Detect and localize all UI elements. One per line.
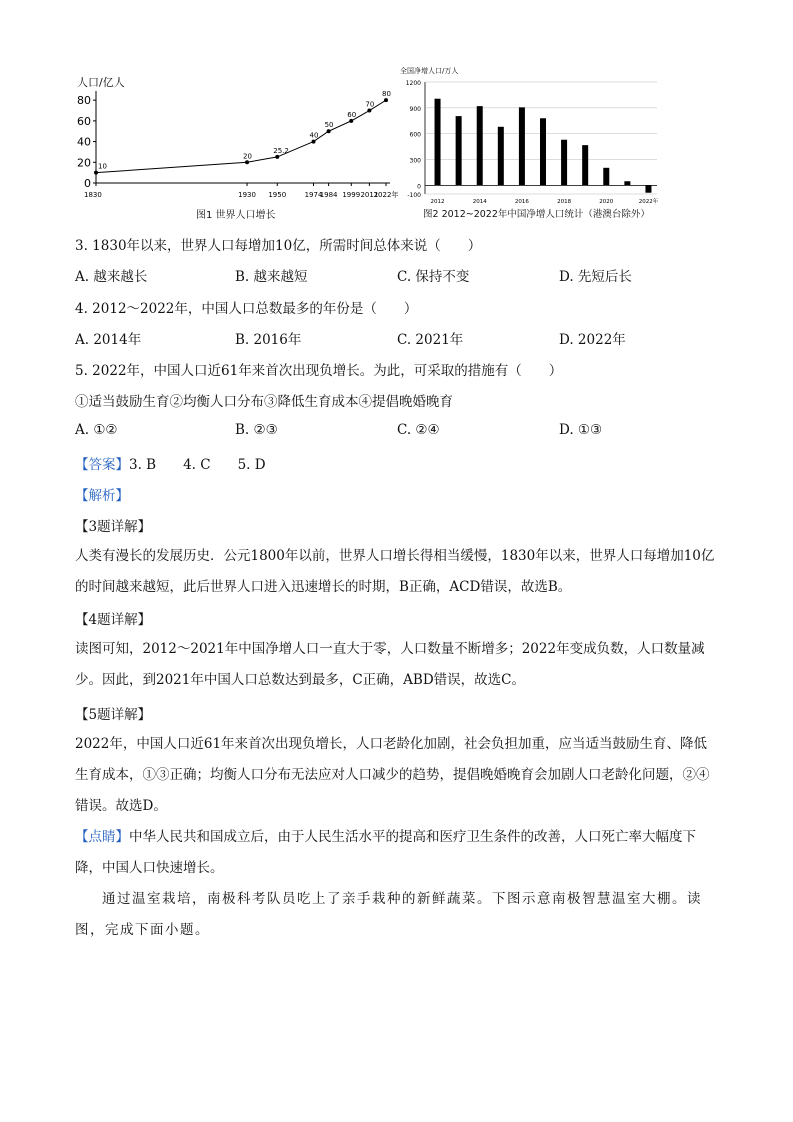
- chart1-x-tick-label: 1830: [84, 191, 102, 199]
- q4-option-c: C. 2021年: [397, 332, 464, 348]
- chart1-x-tick-label: 2022年: [373, 191, 399, 199]
- chart1-x-tick-label: 1999: [342, 191, 361, 199]
- q4-detail-heading: 【4题详解】: [75, 612, 152, 628]
- q3-option-c: C. 保持不变: [397, 269, 470, 285]
- chart2-y-tick-label: 300: [409, 157, 421, 165]
- q3-detail-body: 人类有漫长的发展历史．公元1800年以前，世界人口增长得相当缓慢，1830年以来，世界人口每增加10亿的时间越来越短，此后世界人口进入迅速增长的时期，B正确，ACD错误，故选B。: [75, 548, 715, 595]
- chart1-data-label: 70: [365, 100, 375, 109]
- chart1-x-tick-label: 1984: [319, 191, 338, 199]
- chart1-x-tick-label: 2011: [360, 191, 379, 199]
- q4-option-d: D. 2022年: [559, 332, 626, 348]
- chart2-y-tick-label: 600: [409, 131, 421, 139]
- chart2-bar: [645, 185, 651, 192]
- chart1-ylabel: 人口/亿人: [77, 76, 125, 89]
- next-group-intro: 通过温室栽培，南极科考队员吃上了亲手栽种的新鲜蔬菜。下图示意南极智慧温室大棚。读图，完成下面小题。: [75, 891, 702, 938]
- chart1-point: [245, 160, 249, 164]
- chart2-x-tick-label: 2018: [557, 199, 572, 205]
- answer-line: [75, 453, 266, 473]
- chart2-bar: [519, 107, 525, 185]
- chart2-y-tick-label: 0: [417, 183, 421, 191]
- chart2-bar: [435, 99, 441, 186]
- chart1-y-tick-label: 0: [84, 177, 91, 190]
- chart2-x-tick-label: 2020: [599, 199, 614, 205]
- chart1-point: [275, 155, 279, 159]
- tip-tag: 【点睛】: [75, 829, 129, 845]
- q3-option-a: A. 越来越长: [75, 269, 148, 285]
- chart1-data-label: 20: [243, 152, 252, 161]
- chart1-point: [367, 109, 371, 113]
- q4-detail-body: 读图可知，2012～2021年中国净增人口一直大于零，人口数量不断增多；2022年变成负数，人口数量减少。因此，到2021年中国人口总数达到最多，C正确，ABD错误，故选C。: [75, 641, 705, 688]
- chart1-x-tick-label: 1930: [238, 191, 256, 199]
- chart2-bar: [456, 116, 462, 185]
- chart2-x-tick-label: 2022年: [638, 199, 659, 205]
- chart1-point: [327, 129, 331, 133]
- chart2-china-net-increase: [395, 74, 685, 210]
- answer-text: 3. B 4. C 5. D: [129, 457, 266, 473]
- chart2-x-tick-label: 2014: [472, 199, 487, 205]
- chart1-y-tick-label: 60: [77, 114, 91, 128]
- chart2-bar: [561, 140, 567, 186]
- q3-option-b: B. 越来越短: [235, 269, 308, 285]
- chart1-point: [349, 119, 353, 123]
- chart2-bar: [540, 118, 546, 185]
- analysis-tag: 【解析】: [75, 488, 129, 504]
- chart1-data-label: 80: [382, 90, 391, 99]
- chart2-y-tick-label: 1200: [405, 80, 421, 87]
- q5-stem: 5. 2022年，中国人口近61年来首次出现负增长。为此，可采取的措施有（ ）: [75, 363, 563, 379]
- q5-detail-body: 2022年，中国人口近61年来首次出现负增长，人口老龄化加剧，社会负担加重，应当适当鼓励生育、降低生育成本，①③正确；均衡人口分布无法应对人口减少的趋势，提倡晚婚晚育会加剧人口老龄化问题，②④错误。故选D。: [75, 736, 710, 814]
- q3-detail-heading: 【3题详解】: [75, 519, 152, 535]
- chart2-title: 图2 2012~2022年中国净增人口统计（港澳台除外）: [423, 209, 650, 220]
- answer-tag: 【答案】: [75, 457, 129, 473]
- chart1-point: [384, 98, 388, 102]
- chart2-y-tick-label: 900: [409, 105, 421, 113]
- chart1-y-tick-label: 80: [77, 94, 91, 108]
- q5-option-a: A. ①②: [75, 422, 118, 438]
- q3-stem: 3. 1830年以来，世界人口每增加10亿，所需时间总体来说（ ）: [75, 238, 482, 254]
- chart2-bar: [603, 168, 609, 186]
- chart1-series-line: [96, 100, 386, 172]
- chart1-point: [312, 140, 316, 144]
- chart2-x-tick-label: 2016: [514, 199, 529, 205]
- tip-body: 中华人民共和国成立后，由于人民生活水平的提高和医疗卫生条件的改善，人口死亡率大幅度下降，中国人口快速增长。: [75, 829, 696, 876]
- chart1-y-tick-label: 40: [77, 135, 91, 149]
- chart1-data-label: 50: [324, 121, 334, 130]
- chart1-world-population: [70, 85, 399, 205]
- chart2-bar: [498, 127, 504, 186]
- q4-option-a: A. 2014年: [75, 332, 142, 348]
- chart1-data-label: 60: [347, 110, 357, 119]
- chart1-x-tick-label: 1974: [304, 191, 323, 199]
- chart2-y-tick-label: -100: [407, 192, 421, 199]
- chart1-data-label: 10: [98, 162, 107, 171]
- chart2-bar: [582, 145, 588, 185]
- q4-stem: 4. 2012～2022年，中国人口总数最多的年份是（ ）: [75, 301, 418, 317]
- q5-option-b: B. ②③: [235, 422, 278, 438]
- chart2-bar: [477, 106, 483, 185]
- chart1-point: [94, 171, 98, 175]
- chart2-bar: [624, 181, 630, 185]
- q3-option-d: D. 先短后长: [559, 269, 632, 285]
- chart1-data-label: 40: [309, 131, 319, 140]
- chart2-x-tick-label: 2012: [430, 199, 445, 205]
- chart1-data-label: 25.2: [273, 146, 289, 155]
- q5-detail-heading: 【5题详解】: [75, 707, 152, 723]
- chart2-ylabel: 全国净增人口/万人: [400, 67, 459, 75]
- chart1-y-tick-label: 20: [77, 156, 91, 170]
- q5-options-line: ①适当鼓励生育②均衡人口分布③降低生育成本④提倡晚婚晚育: [75, 394, 453, 410]
- chart1-title: 图1 世界人口增长: [196, 210, 276, 221]
- chart1-x-tick-label: 1950: [268, 191, 287, 199]
- tip-paragraph: [75, 822, 720, 884]
- q5-option-c: C. ②④: [397, 422, 440, 438]
- q4-option-b: B. 2016年: [235, 332, 302, 348]
- q5-option-d: D. ①③: [559, 422, 603, 438]
